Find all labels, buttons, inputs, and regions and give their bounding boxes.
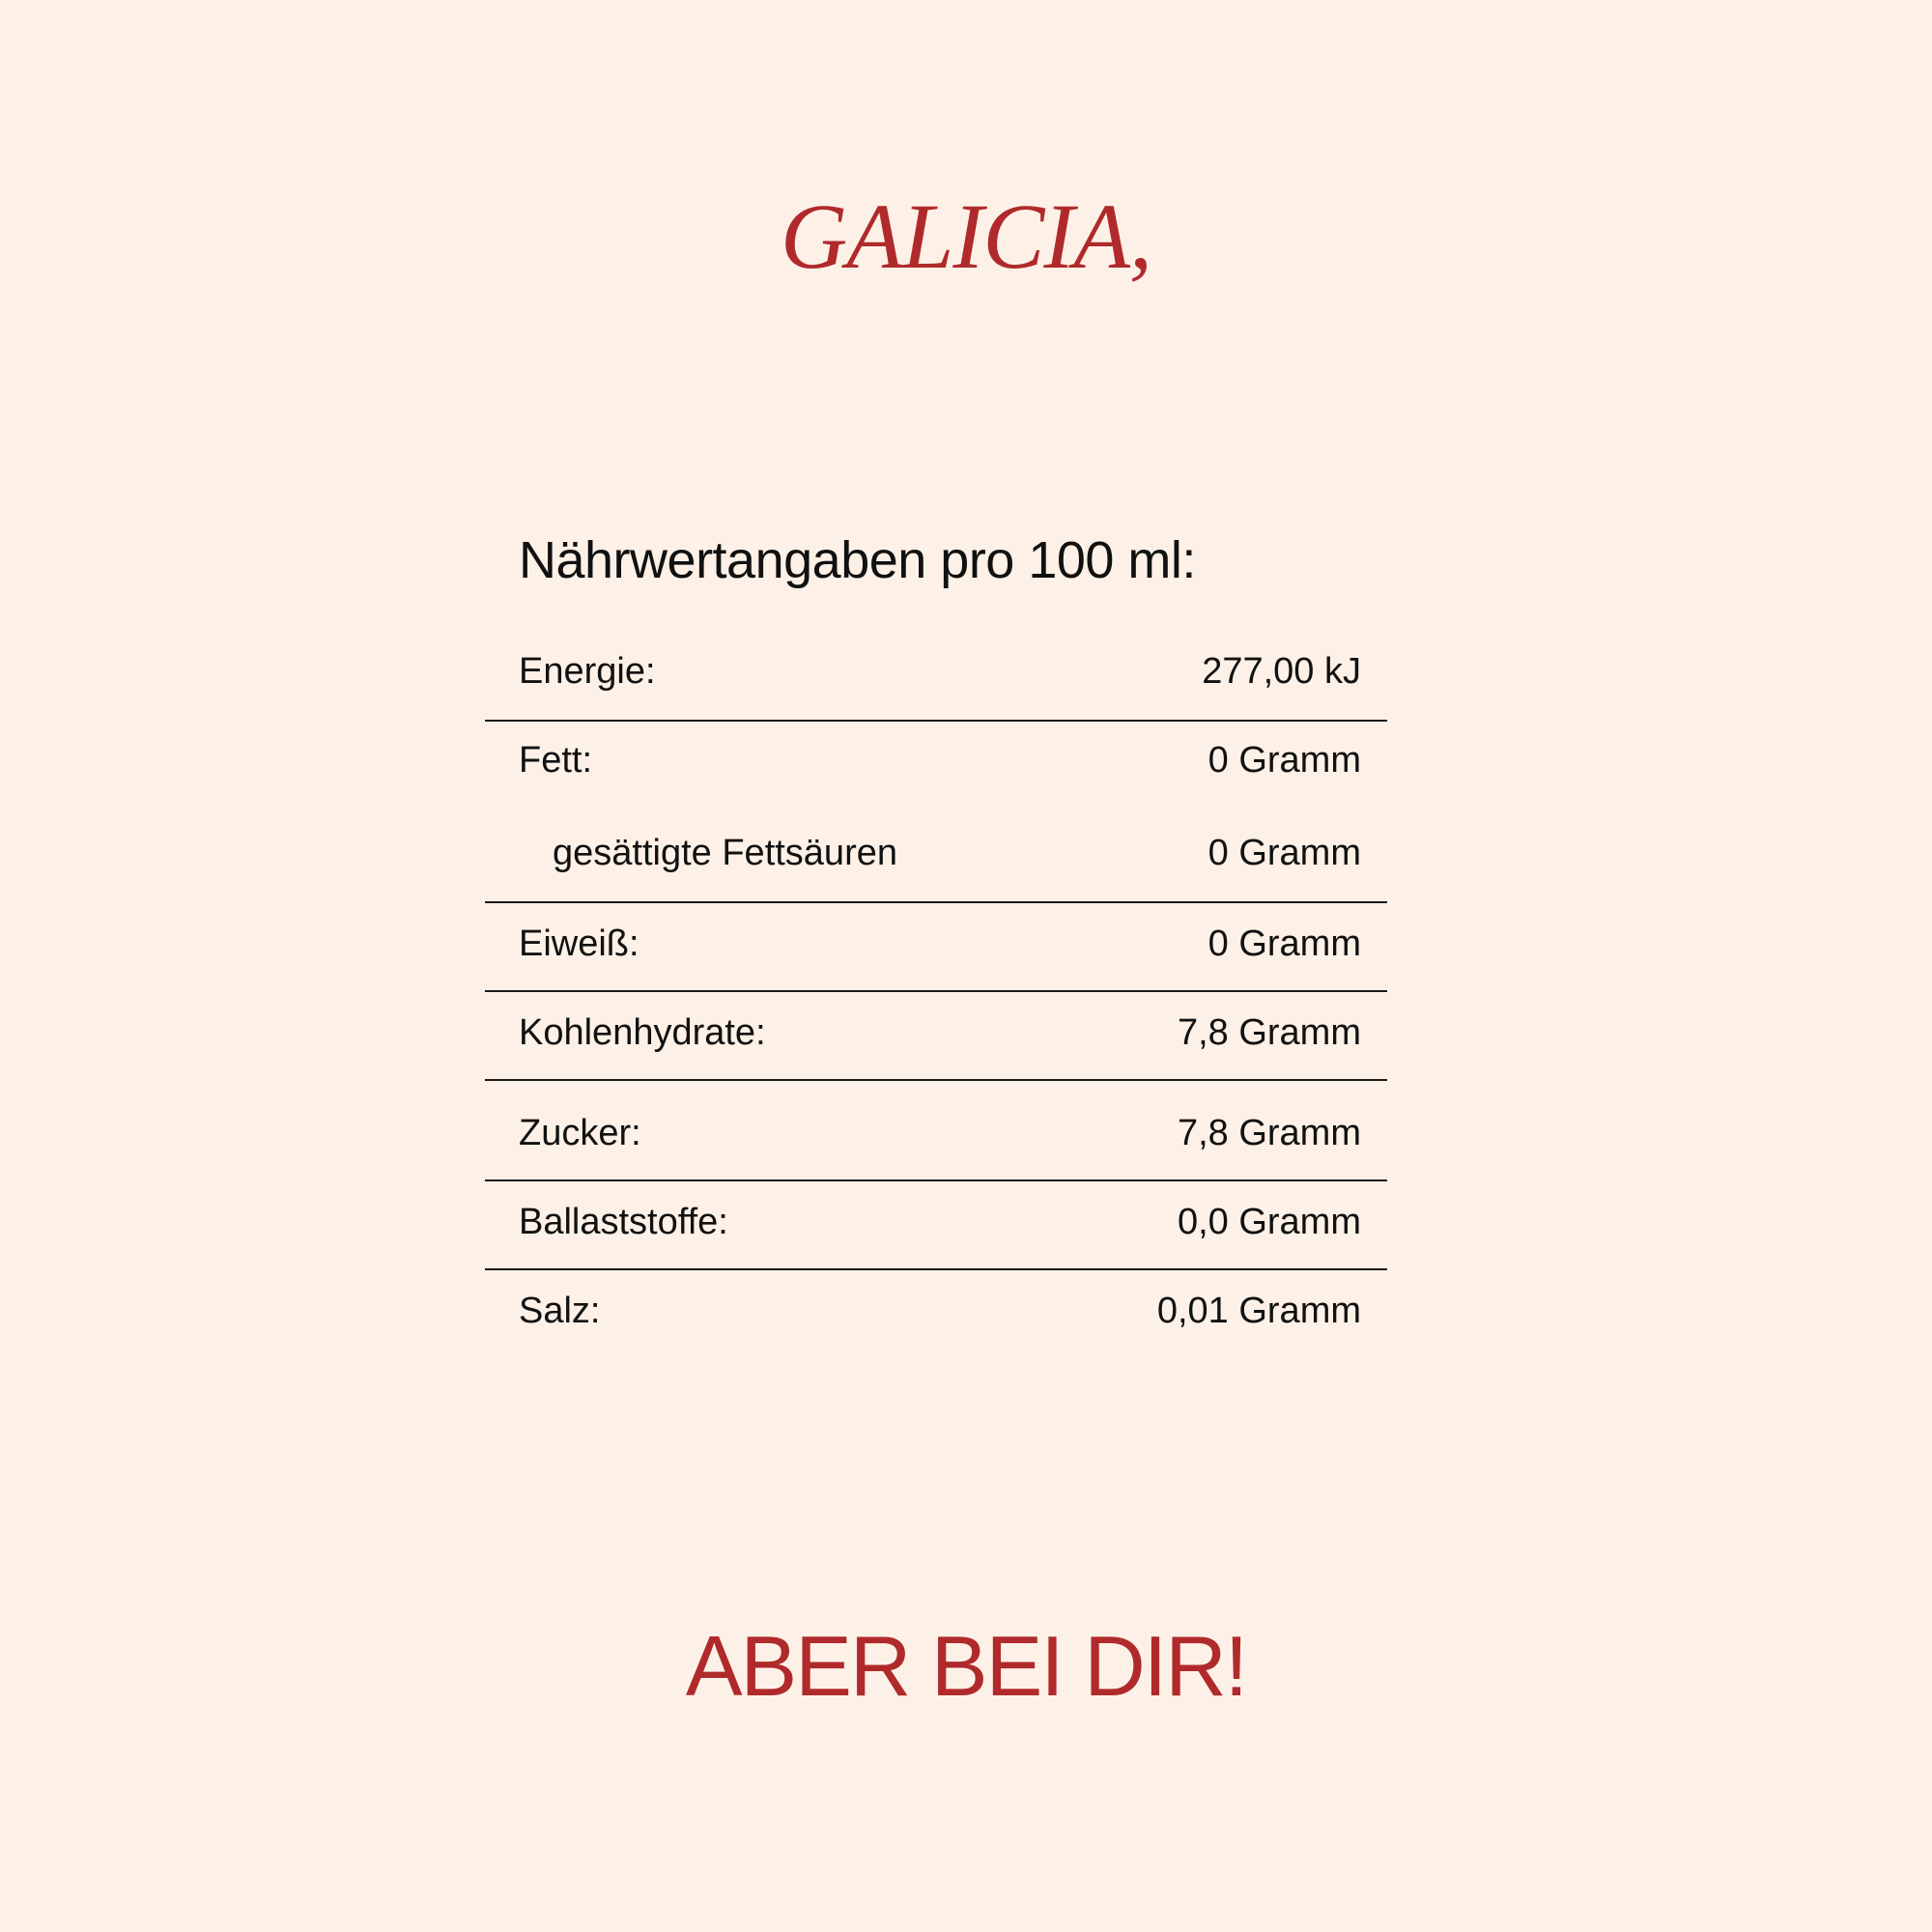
row-value: 7,8 Gramm <box>1177 1012 1361 1053</box>
row-value: 0 Gramm <box>1208 923 1361 964</box>
row-value: 0,01 Gramm <box>1156 1291 1361 1331</box>
row-value: 277,00 kJ <box>1202 651 1361 692</box>
row-value: 0 Gramm <box>1208 740 1361 781</box>
divider <box>485 1079 1387 1081</box>
row-label: Zucker: <box>519 1113 641 1153</box>
row-value: 0,0 Gramm <box>1177 1202 1361 1242</box>
divider <box>485 720 1387 722</box>
divider <box>485 990 1387 992</box>
row-label: Energie: <box>519 651 656 692</box>
headline: GALICIA, <box>781 185 1151 288</box>
divider <box>485 1268 1387 1270</box>
divider <box>485 901 1387 903</box>
row-label: Ballaststoffe: <box>519 1202 728 1242</box>
row-label: Kohlenhydrate: <box>519 1012 766 1053</box>
footer-tagline: ABER BEI DIR! <box>685 1618 1247 1714</box>
row-label: Eiweiß: <box>519 923 639 964</box>
row-label: Salz: <box>519 1291 601 1331</box>
nutrition-table-title: Nährwertangaben pro 100 ml: <box>519 531 1196 589</box>
divider <box>485 1179 1387 1181</box>
row-label: Fett: <box>519 740 593 781</box>
row-label: gesättigte Fettsäuren <box>553 833 897 873</box>
row-value: 7,8 Gramm <box>1177 1113 1361 1153</box>
row-value: 0 Gramm <box>1208 833 1361 873</box>
